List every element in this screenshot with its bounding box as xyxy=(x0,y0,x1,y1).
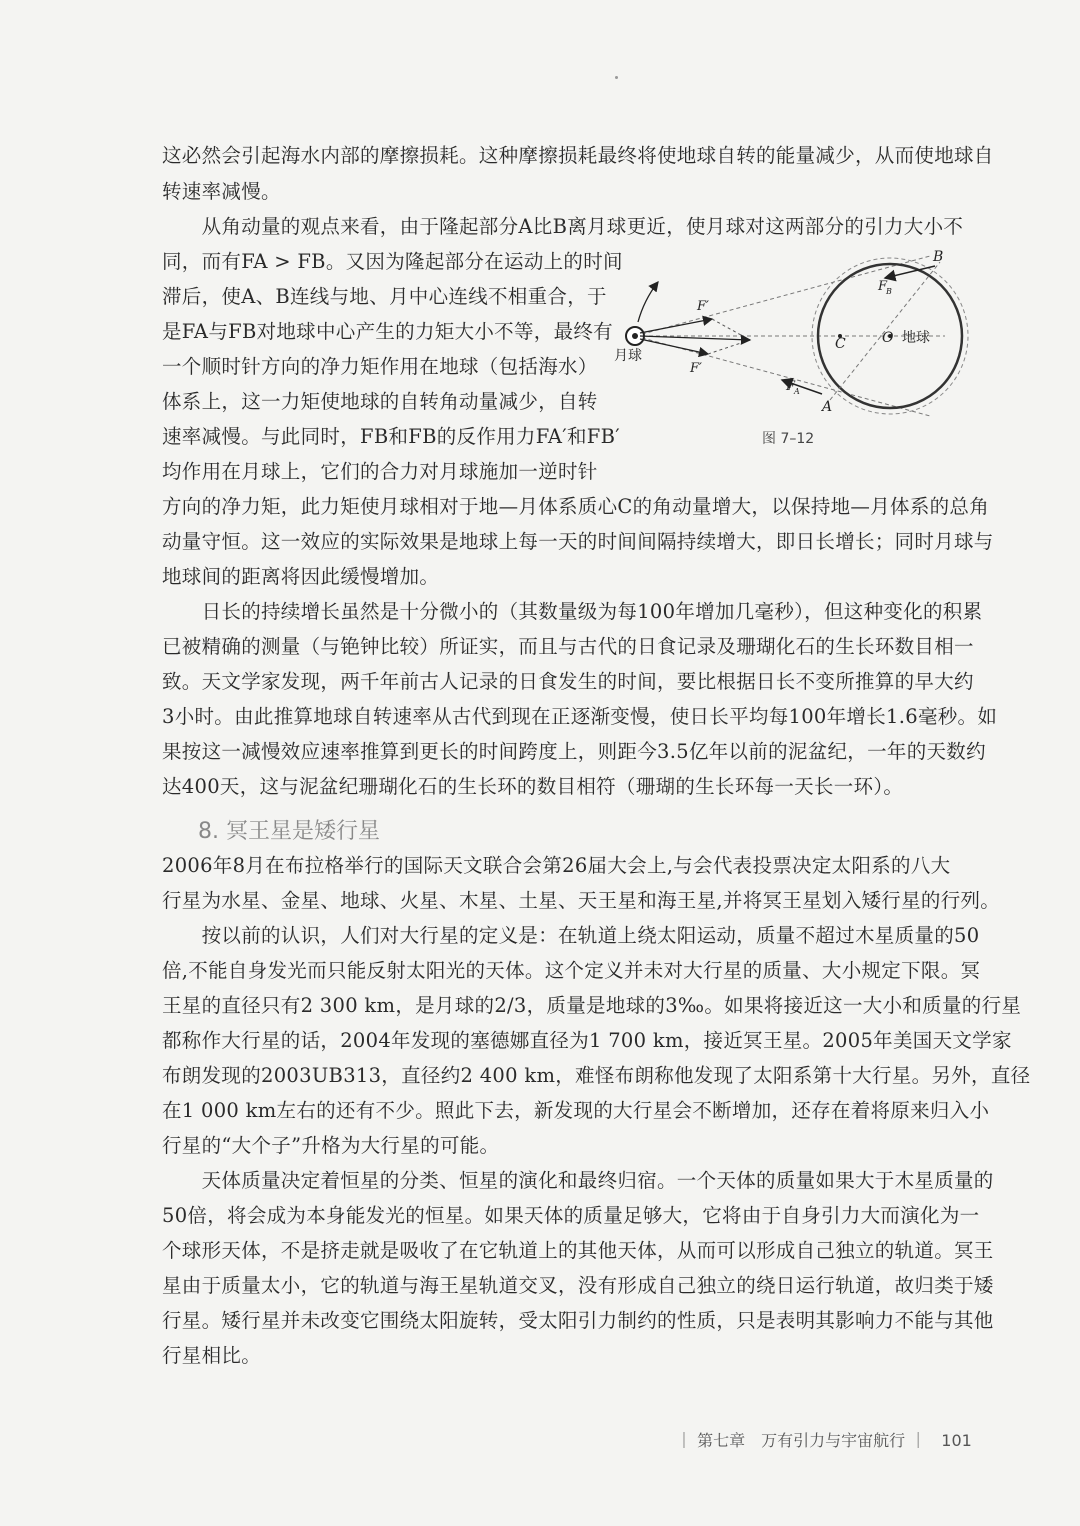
force-fa-prime-label: F′ xyxy=(690,361,702,376)
text-line: 2006年8月在布拉格举行的国际天文联合会第26届大会上,与会代表投票决定太阳系的八大 xyxy=(162,854,951,877)
force-fb-label: F xyxy=(878,279,888,294)
resultant-dash-upper xyxy=(712,319,750,340)
text-line: 果按这一减慢效应速率推算到更长的时间跨度上，则距今3.5亿年以前的泥盆纪，一年的天数约 xyxy=(162,740,986,763)
force-fa-prime-arrow xyxy=(640,339,708,354)
force-fb-subscript: B xyxy=(886,287,892,296)
tangent-line-upper xyxy=(635,256,930,336)
figure-7-12 xyxy=(600,240,975,450)
text-line: 行星。矮行星并未改变它围绕太阳旋转，受太阳引力制约的性质，只是表明其影响力不能与其他 xyxy=(162,1309,994,1332)
text-line: 方向的净力矩，此力矩使月球相对于地—月体系质心C的角动量增大，以保持地—月体系的总角 xyxy=(162,495,990,518)
text-line: 动量守恒。这一效应的实际效果是地球上每一天的时间间隔持续增大，即日长增长；同时月球与 xyxy=(162,530,994,553)
section-heading: 8. 冥王星是矮行星 xyxy=(198,819,380,844)
text-line: 行星为水星、金星、地球、火星、木星、土星、天王星和海王星,并将冥王星划入矮行星的行列。 xyxy=(162,889,1001,912)
moon-center-dot xyxy=(632,333,638,339)
text-line: 速率减慢。与此同时，FB和FB的反作用力FA′和FB′ xyxy=(162,425,620,448)
text-line: 均作用在月球上，它们的合力对月球施加一逆时针 xyxy=(162,460,598,483)
text-line: 3小时。由此推算地球自转速率从古代到现在正逐渐变慢，使日长平均每100年增长1.6毫秒。如 xyxy=(162,705,998,728)
text-line: 已被精确的测量（与铯钟比较）所证实，而且与古代的日食记录及珊瑚化石的生长环数目相一 xyxy=(162,635,974,658)
force-fa-subscript: A xyxy=(794,387,800,396)
point-b-label: B xyxy=(933,249,944,265)
text-line: 星由于质量太小，它的轨道与海王星轨道交叉，没有形成自己独立的绕日运行轨道，故归类于矮 xyxy=(162,1274,994,1297)
resultant-dash-lower xyxy=(708,340,750,354)
text-line: 50倍，将会成为本身能发光的恒星。如果天体的质量足够大，它将由于自身引力大而演化为一 xyxy=(162,1204,980,1227)
text-line: 在1 000 km左右的还有不少。照此下去，新发现的大行星会不断增加，还存在着将原来归入小 xyxy=(162,1099,990,1122)
text-line: 按以前的认识，人们对大行星的定义是：在轨道上绕太阳运动，质量不超过木星质量的50 xyxy=(162,924,980,947)
chapter-title: ｜ 第七章 万有引力与宇宙航行 ｜ xyxy=(676,1431,927,1450)
point-a-label: A xyxy=(822,399,833,415)
text-line: 个球形天体，不是挤走就是吸收了在它轨道上的其他天体，从而可以形成自己独立的轨道。冥王 xyxy=(162,1239,994,1262)
page-number: 101 xyxy=(941,1431,972,1450)
text-line: 日长的持续增长虽然是十分微小的（其数量级为每100年增加几毫秒），但这种变化的积累 xyxy=(162,600,983,623)
text-line: 行星相比。 xyxy=(162,1344,262,1367)
page-footer xyxy=(676,1428,982,1451)
text-line: 一个顺时针方向的净力矩作用在地球（包括海水） xyxy=(162,355,598,378)
text-line: 天体质量决定着恒星的分类、恒星的演化和最终归宿。一个天体的质量如果大于木星质量的 xyxy=(162,1169,994,1192)
moon-label: 月球 xyxy=(614,348,642,364)
text-line: 王星的直径只有2 300 km，是月球的2/3，质量是地球的3‰。如果将接近这一大小和质量的行星 xyxy=(162,994,1022,1017)
text-line: 体系上，这一力矩使地球的自转角动量减少，自转 xyxy=(162,390,598,413)
text-line: 从角动量的观点来看，由于隆起部分A比B离月球更近，使月球对这两部分的引力大小不 xyxy=(162,215,964,238)
text-line: 这必然会引起海水内部的摩擦损耗。这种摩擦损耗最终将使地球自转的能量减少，从而使地球自 xyxy=(162,144,994,167)
force-fb-prime-arrow xyxy=(640,319,712,333)
point-c-label: C xyxy=(835,336,846,352)
moon-rotation-arrow xyxy=(638,282,658,322)
earth-label: 地球 xyxy=(902,330,930,346)
text-line: 都称作大行星的话，2004年发现的塞德娜直径为1 700 km，接近冥王星。2005年美国天文学家 xyxy=(162,1029,1012,1052)
figure-caption: 图 7–12 xyxy=(762,431,815,447)
text-line: 倍,不能自身发光而只能反射太阳光的天体。这个定义并未对大行星的质量、大小规定下限。冥 xyxy=(162,959,981,982)
text-line: 致。天文学家发现，两千年前古人记录的日食发生的时间，要比根据日长不变所推算的早大约 xyxy=(162,670,974,693)
print-mark xyxy=(615,76,618,79)
text-line: 是FA与FB对地球中心产生的力矩大小不等，最终有 xyxy=(162,320,613,343)
text-line: 同，而有FA > FB。又因为隆起部分在运动上的时间 xyxy=(162,250,623,273)
resultant-force-arrow xyxy=(640,336,750,340)
text-line: 地球间的距离将因此缓慢增加。 xyxy=(162,565,440,588)
text-line: 布朗发现的2003UB313，直径约2 400 km，难怪布朗称他发现了太阳系第十大行星。另外，直径 xyxy=(162,1064,1031,1087)
text-line: 行星的“大个子”升格为大行星的可能。 xyxy=(162,1134,500,1157)
text-line: 转速率减慢。 xyxy=(162,180,281,203)
force-fb-prime-label: F′ xyxy=(697,299,709,314)
text-line: 达400天，这与泥盆纪珊瑚化石的生长环的数目相符（珊瑚的生长环每一天长一环）。 xyxy=(162,775,904,798)
force-fa-label: F xyxy=(786,379,796,394)
text-line: 滞后，使A、B连线与地、月中心连线不相重合，于 xyxy=(162,285,607,308)
point-o-label: O xyxy=(882,330,894,346)
